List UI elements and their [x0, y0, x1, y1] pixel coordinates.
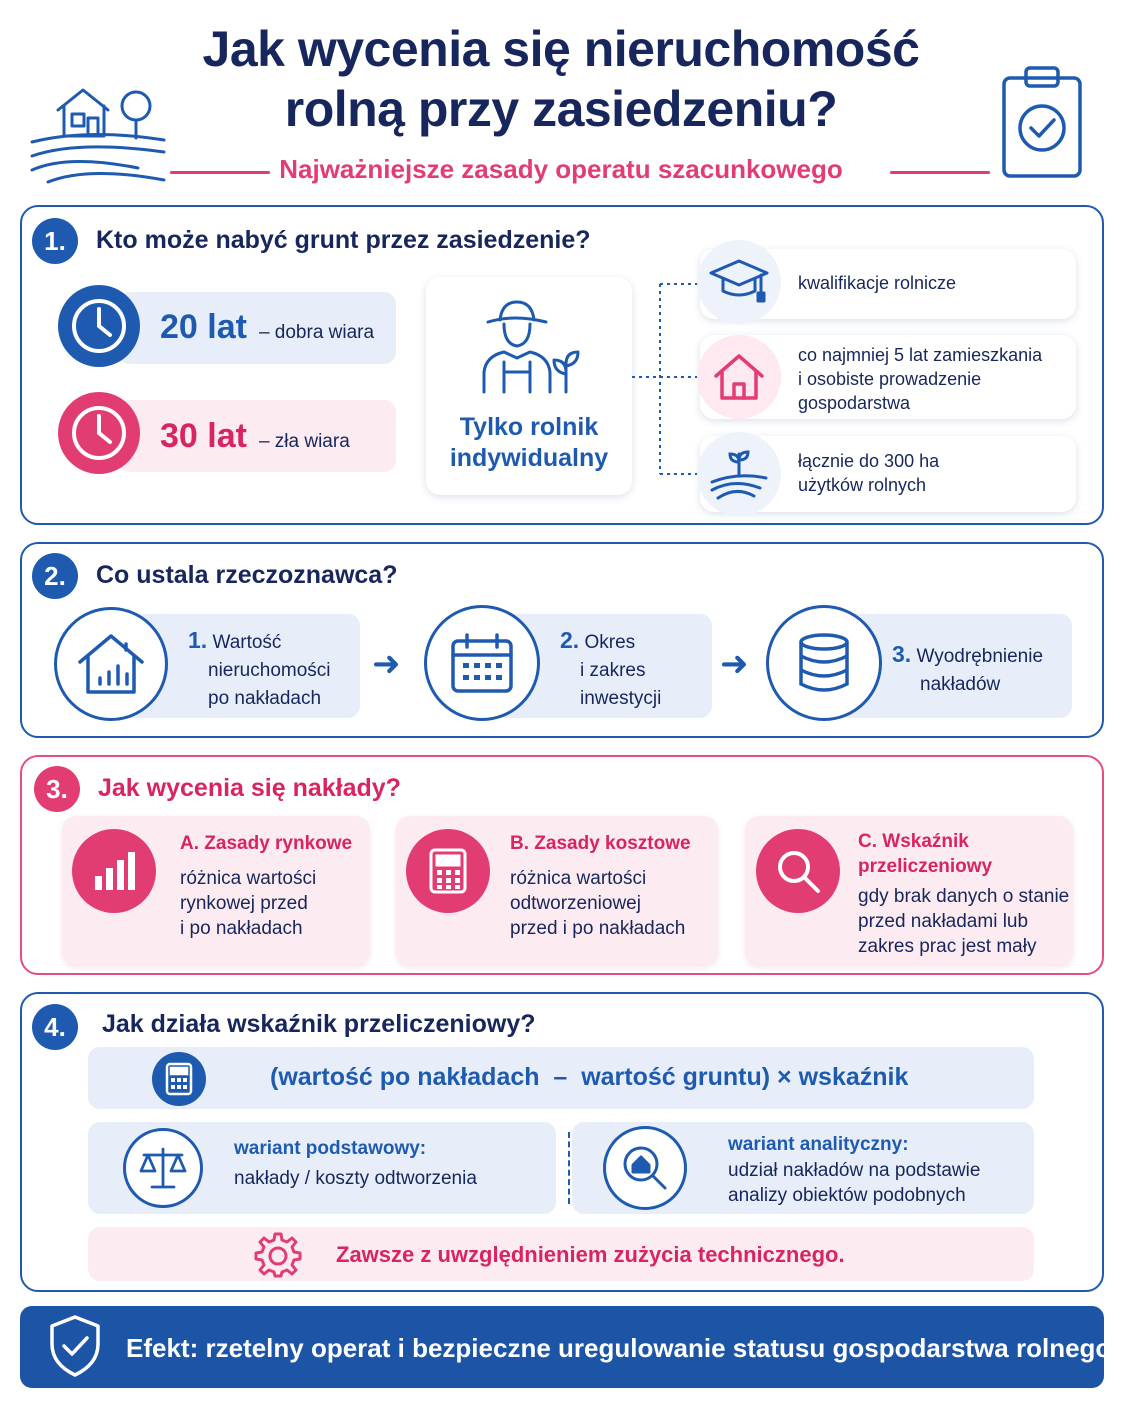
step-text: 3. Wyodrębnienie nakładów: [892, 641, 1044, 695]
dotted-separator: [568, 1132, 570, 1204]
graduation-cap-icon: [697, 240, 781, 324]
subtitle-line-right: [890, 171, 990, 174]
gear-icon: [254, 1230, 302, 1278]
house-chart-icon: [54, 607, 168, 721]
method-text: różnica wartości odtworzeniowej przed i po nakładach: [510, 868, 686, 939]
scales-icon: [123, 1128, 203, 1208]
condition-text: co najmniej 5 lat zamieszkania i osobiste prowadzenie gospodarstwa: [798, 345, 1043, 413]
house-icon: [697, 335, 781, 419]
section-3-number: 3.: [34, 766, 80, 812]
database-icon: [766, 605, 882, 721]
section-3-title: Jak wycenia się nakłady?: [98, 774, 401, 802]
arrow-icon: ➜: [720, 645, 749, 683]
section-1-number: 1.: [32, 218, 78, 264]
section-4-title: Jak działa wskaźnik przeliczeniowy?: [102, 1010, 536, 1038]
farmer-label-line1: Tylko rolnik: [459, 413, 599, 441]
shield-check-icon: [48, 1314, 102, 1378]
calendar-icon: [424, 605, 540, 721]
condition-text: kwalifikacje rolnicze: [798, 273, 957, 293]
farmer-label: [426, 412, 632, 474]
period-years: 20 lat: [160, 308, 247, 346]
page-subtitle: Najważniejsze zasady operatu szacunkowego: [279, 154, 843, 184]
step-text: 2. Okres i zakres inwestycji: [560, 627, 662, 709]
clock-icon: [58, 285, 140, 367]
method-title: B. Zasady kosztowe: [510, 833, 691, 854]
condition-text: łącznie do 300 ha użytków rolnych: [798, 451, 940, 495]
section-1-title: Kto może nabyć grunt przez zasiedzenie?: [96, 226, 591, 254]
footer-text: Efekt: rzetelny operat i bezpieczne uregulowanie statusu gospodarstwa rolnego: [126, 1333, 1112, 1363]
field-icon: [697, 432, 781, 516]
clock-icon: [58, 392, 140, 474]
note-text: Zawsze z uwzględnieniem zużycia technicznego.: [336, 1242, 845, 1267]
variant-text: nakłady / koszty odtworzenia: [234, 1168, 477, 1189]
house-search-icon: [603, 1126, 687, 1210]
step-number: 1.: [188, 627, 208, 653]
calculator-icon: [152, 1052, 206, 1106]
magnifier-icon: [756, 829, 840, 913]
method-title: C. Wskaźnik przeliczeniowy: [858, 831, 993, 877]
step-number: 2.: [560, 627, 580, 653]
method-text: gdy brak danych o stanie przed nakładami lub zakres prac jest mały: [858, 886, 1070, 957]
period-label: – dobra wiara: [258, 322, 375, 343]
page-title-line2: rolną przy zasiedzeniu?: [284, 81, 838, 137]
page-title-line1: Jak wycenia się nieruchomość: [202, 21, 920, 77]
method-text: różnica wartości rynkowej przed i po nakładach: [180, 868, 317, 939]
variant-text: udział nakładów na podstawie analizy obiektów podobnych: [728, 1160, 981, 1206]
section-4-number: 4.: [32, 1004, 78, 1050]
formula-text: (wartość po nakładach – wartość gruntu) × wskaźnik: [270, 1063, 909, 1091]
section-2-number: 2.: [32, 553, 78, 599]
farmer-label-line2: indywidualny: [449, 444, 609, 472]
variant-title: wariant podstawowy:: [234, 1138, 427, 1159]
bar-chart-icon: [72, 829, 156, 913]
period-label: – zła wiara: [258, 431, 350, 452]
farmer-icon: [474, 296, 586, 396]
period-years: 30 lat: [160, 417, 247, 455]
variant-title: wariant analityczny:: [728, 1134, 909, 1155]
arrow-icon: ➜: [372, 645, 401, 683]
step-text: 1. Wartość nieruchomości po nakładach: [188, 627, 331, 709]
method-title: A. Zasady rynkowe: [180, 833, 353, 854]
section-2-title: Co ustala rzeczoznawca?: [96, 561, 398, 589]
step-number: 3.: [892, 641, 912, 667]
calculator-icon: [406, 829, 490, 913]
